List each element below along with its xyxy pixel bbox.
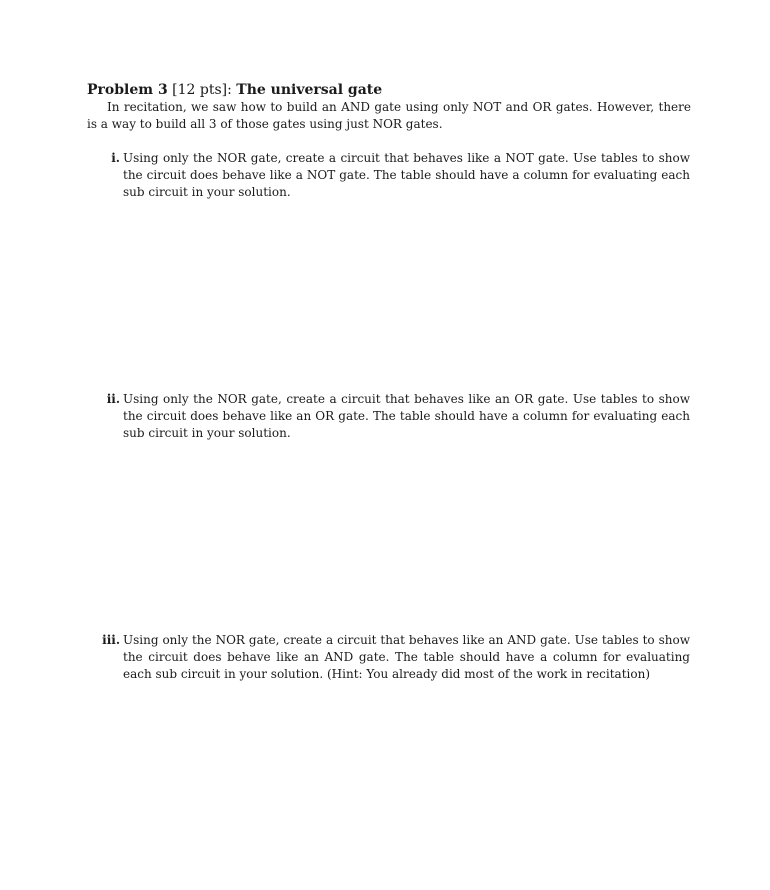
- problem-heading: [87, 81, 382, 99]
- part-iii-label: iii.: [102, 633, 120, 647]
- problem-intro: In recitation, we saw how to build an AND gate using only NOT and OR gates. However, there is a way to build all 3 of those gates using just NOR gates.: [87, 100, 691, 131]
- problem-label: Problem 3: [87, 82, 168, 98]
- part-i-text: Using only the NOR gate, create a circuit that behaves like a NOT gate. Use tables to show the circuit does behave like a NOT gate. The table should have a column for evaluating each sub circuit in your solution.: [123, 151, 690, 199]
- part-ii-text: Using only the NOR gate, create a circuit that behaves like an OR gate. Use tables to show the circuit does behave like an OR gate. The table should have a column for evaluating each sub circuit in your solution.: [123, 392, 690, 440]
- problem-title: The universal gate: [236, 82, 383, 98]
- problem-points: [12 pts]:: [172, 82, 232, 98]
- part-i-label: i.: [111, 151, 120, 165]
- part-iii-text: Using only the NOR gate, create a circuit that behaves like an AND gate. Use tables to show the circuit does behave like an AND gate. The table should have a column for evaluating each sub circuit in your solution. (Hint: You already did most of the work in recitation): [123, 633, 690, 681]
- part-ii-label: ii.: [106, 392, 120, 406]
